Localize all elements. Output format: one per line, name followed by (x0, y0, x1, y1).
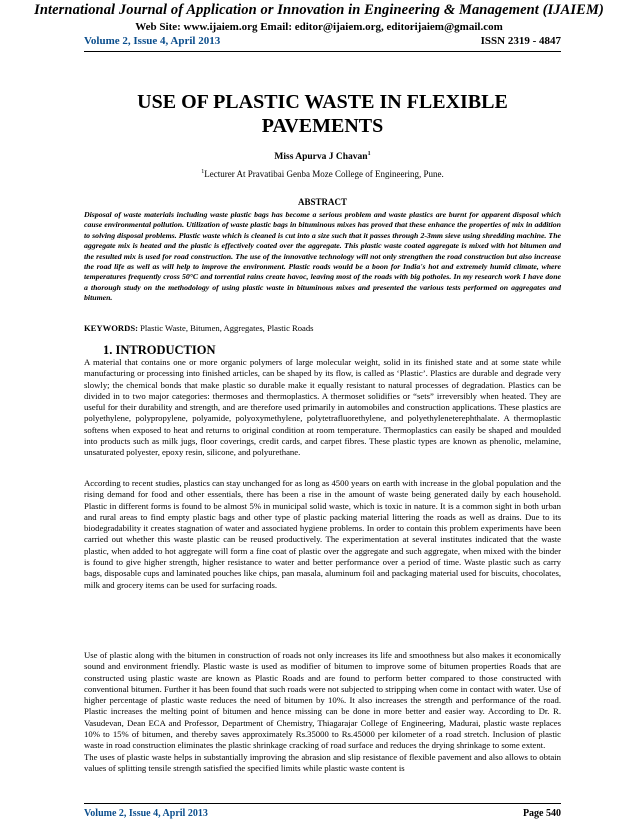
author-affiliation (84, 169, 561, 179)
affiliation-text: Lecturer At Pravatibai Genba Moze College of Engineering, Pune. (204, 169, 444, 179)
volume-issn-line (84, 35, 561, 47)
footer-page-number: Page 540 (522, 808, 561, 819)
keywords (84, 323, 561, 334)
author-name (84, 151, 561, 162)
paper-title-line2: PAVEMENTS (261, 115, 384, 137)
intro-paragraph-3: Use of plastic along with the bitumen in construction of roads not only increases its life and smoothness but also makes it economically sound and environment friendly. Plastic waste is used as modifier of bitumen to improve some of bitumen properties Roads that are constructed using plastic waste are known as Plastic Roads and are found to perform better compared to those constructed with conventional bitumen. Further it has been found that such roads were not subjected to stripping when come in contact with water. Use of higher percentage of plastic waste reduces the need of bitumen by 10%. It also increases the strength and performance of the road. Plastic increases the melting point of bitumen and hence missing can be done in more better and easier way. According to Dr. R. Vasudevan, Dean ECA and Professor, Department of Chemistry, Thiagarajar College of Engineering, Madurai, plastic waste replaces 10% to 15% of bitumen, and thereby saves approximately Rs.35000 to Rs.45000 per kilometer of a road stretch. Inclusion of plastic waste in road construction eliminates the plastic shrinkage cracking of road surface and reduces the drying shrinkage to some extent. (84, 650, 561, 751)
paper-title-line1: USE OF PLASTIC WASTE IN FLEXIBLE (137, 91, 508, 113)
keywords-list: Plastic Waste, Bitumen, Aggregates, Plastic Roads (140, 323, 314, 333)
affiliation-superscript: 1 (201, 169, 205, 175)
footer-rule (84, 803, 561, 804)
header-volume: Volume 2, Issue 4, April 2013 (84, 35, 221, 47)
intro-paragraph-2: According to recent studies, plastics can stay unchanged for as long as 4500 years on earth with increase in the global population and the rising demand for food and other essentials, there has been a rise in the amount of waste being generated daily by each household. Plastic in different forms is found to be almost 5% in municipal solid waste, which is toxic in nature. It is a common sight in both urban and rural areas to find empty plastic bags and other type of plastic packing material littering the roads as well as drains. Due to its biodegradability it creates stagnation of water and associated hygiene problems. In order to contain this problem experiments have been carried out whether this waste plastic can be reused productively. The experimentation at several institutes indicated that the waste plastic, when added to hot aggregate will form a fine coat of plastic over the aggregate and such aggregate, when mixed with the binder is found to give higher strength, higher resistance to water and better performance over a period of time. Waste plastic such as carry bags, disposable cups and laminated pouches like chips, pan masala, aluminum foil and packaging material used for biscuits, chocolates, milk and grocery items can be used for surfacing roads. (84, 478, 561, 590)
intro-paragraph-4: The uses of plastic waste helps in substantially improving the abrasion and slip resistance of flexible pavement and also allows to obtain values of splitting tensile strength satisfied the specified limits while plastic waste content is (84, 751, 561, 773)
abstract-heading: ABSTRACT (297, 197, 347, 207)
header-issn: ISSN 2319 - 4847 (480, 35, 561, 47)
author-name-text: Miss Apurva J Chavan (274, 152, 368, 163)
author-superscript: 1 (367, 151, 371, 157)
journal-contact-line: Web Site: www.ijaiem.org Email: editor@ijaiem.org, editorijaiem@gmail.com (135, 21, 503, 33)
intro-paragraph-3-block (84, 650, 561, 774)
journal-title: International Journal of Application or Innovation in Engineering & Management (IJAIEM) (34, 2, 604, 18)
header-rule (84, 51, 561, 52)
paper-title (84, 90, 561, 138)
keywords-label: KEYWORDS: (84, 323, 138, 333)
footer-volume: Volume 2, Issue 4, April 2013 (84, 808, 208, 819)
intro-paragraph-1: A material that contains one or more organic polymers of large molecular weight, solid in its finished state and at some state while manufacturing or processing into finished articles, can be shaped by its flow, is called as ‘Plastic’. Plastics are durable and degrade very slowly; the chemical bonds that make plastic so durable make it equally resistant to natural processes of degradation. Plastics can be divided in to two major categories: thermoses and thermoplastics. A thermoset solidifies or “sets” irreversibly when heated. They are useful for their durability and strength, and are therefore used primarily in automobiles and construction applications. These plastics are polyethylene, polypropylene, polyamide, polyoxymethylene, polytetrafluorethylene, and polyethyleneterephthalate. A thermoplastic softens when exposed to heat and returns to original condition at room temperature. Thermoplastics can easily be shaped and moulded into products such as milk jugs, floor coverings, credit cards, and carpet fibres. These plastic types are known as phenolic, melamine, unsaturated polyester, epoxy resin, silicone, and polyurethane. (84, 357, 561, 458)
abstract-text: Disposal of waste materials including waste plastic bags has become a serious problem and waste plastics are burnt for apparent disposal which cause environmental pollution. Utilization of waste plastic bags in bituminous mixes has proved that these enhance the properties of mix in addition to solving disposal problems. Plastic waste which is cleaned is cut into a size such that it passes through 2-3mm sieve using shredding machine. The aggregate mix is heated and the plastic is effectively coated over the aggregate. This plastic waste coated aggregate is mixed with hot bitumen and the resulted mix is used for road construction. The use of the innovative technology will not only strengthen the road construction but also increase the road life as well as will help to improve the environment. Plastic roads would be a boon for India's hot and extremely humid climate, where temperatures frequently cross 50°C and torrential rains create havoc, leaving most of the roads with big potholes. In my research work I have done a thorough study on the methodology of using plastic waste in bituminous mixes and presented the various tests performed on aggregates and bitumen. (84, 210, 561, 303)
section-heading-introduction: 1. INTRODUCTION (103, 343, 216, 357)
